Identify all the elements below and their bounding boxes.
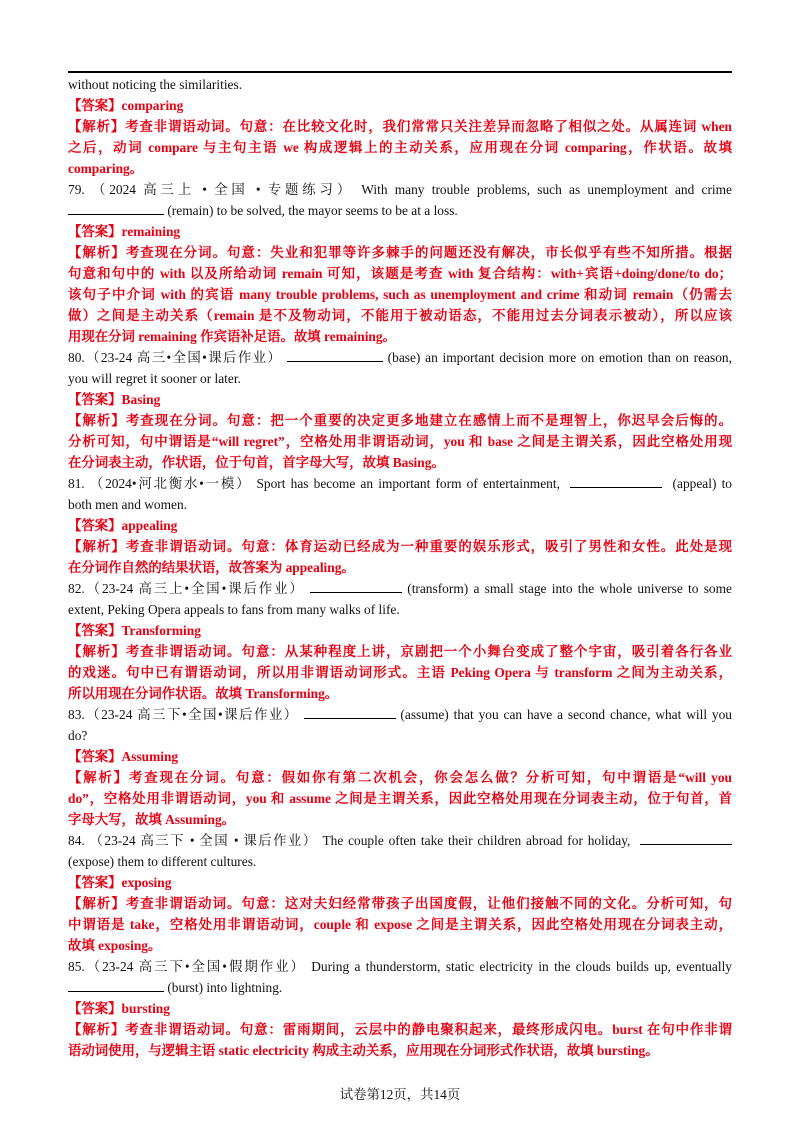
text-line bbox=[68, 956, 732, 977]
line-text: 【答案】remaining bbox=[68, 224, 181, 239]
text-line bbox=[68, 851, 732, 872]
text-line bbox=[68, 641, 732, 662]
line-text: 【解析】考查非谓语动词。句意：从某种程度上讲，京剧把一个小舞台变成了整个宇宙，吸引着各行各业 bbox=[68, 644, 732, 659]
text-line bbox=[68, 788, 732, 809]
line-text: 做）之间是主动关系（remain 是不及物动词，不能用于被动语态，不能用过去分词表示被动），所以应该 bbox=[68, 308, 732, 323]
text-line bbox=[68, 998, 732, 1019]
line-text: (remain) to be solved, the mayor seems to be at a loss. bbox=[164, 203, 458, 218]
text-line bbox=[68, 809, 732, 830]
text-line bbox=[68, 935, 732, 956]
line-text: without noticing the similarities. bbox=[68, 77, 243, 92]
text-line bbox=[68, 872, 732, 893]
text-line bbox=[68, 74, 732, 95]
text-line bbox=[68, 389, 732, 410]
answer-blank[interactable] bbox=[304, 704, 396, 719]
text-line bbox=[68, 431, 732, 452]
header-rule bbox=[68, 71, 732, 73]
line-text: 分析可知，句中谓语是“will regret”，空格处用非谓语动词，you 和 base 之间是主谓关系，因此空格处用现 bbox=[68, 434, 732, 449]
text-line bbox=[68, 494, 732, 515]
answer-blank[interactable] bbox=[570, 473, 662, 488]
line-text: 84. （23-24 高三下 • 全国 • 课后作业） The couple often take their children abroad for holiday, bbox=[68, 833, 640, 848]
line-text: 【答案】Basing bbox=[68, 392, 161, 407]
line-text: (assume) that you can have a second chance, what will you bbox=[395, 707, 732, 722]
text-line bbox=[68, 452, 732, 473]
text-line bbox=[68, 893, 732, 914]
text-line bbox=[68, 599, 732, 620]
line-text: both men and women. bbox=[68, 497, 188, 512]
line-text: 语动词使用，与逻辑主语 static electricity 构成主动关系，应用现在分词形式作状语，故填 bursting。 bbox=[68, 1043, 659, 1058]
line-text: 【解析】考查非谓语动词。句意：这对夫妇经常带孩子出国度假，让他们接触不同的文化。分析可知，句 bbox=[68, 896, 732, 911]
line-text: 所以用现在分词作状语。故填 Transforming。 bbox=[68, 686, 339, 701]
text-line bbox=[68, 347, 732, 368]
text-line bbox=[68, 368, 732, 389]
line-text: 句意和句中的 with 以及所给动词 remain 可知，该题是考查 with 复合结构：with+宾语+doing/done/to do； bbox=[68, 266, 732, 281]
text-line bbox=[68, 200, 732, 221]
line-text: (expose) them to different cultures. bbox=[68, 854, 257, 869]
text-line bbox=[68, 557, 732, 578]
answer-blank[interactable] bbox=[68, 977, 164, 992]
text-line bbox=[68, 1019, 732, 1040]
line-text: 故填 exposing。 bbox=[68, 938, 162, 953]
line-text: 【解析】考查现在分词。句意：失业和犯罪等许多棘手的问题还没有解决，市长似乎有些不知所措。根据 bbox=[68, 245, 732, 260]
text-line bbox=[68, 620, 732, 641]
document-body bbox=[68, 74, 732, 1061]
line-text: do? bbox=[68, 728, 88, 743]
line-text: 85.（23-24 高三下•全国•假期作业） During a thunderstorm, static electricity in the clouds builds up, eventually bbox=[68, 959, 732, 974]
line-text: 【解析】考查非谓语动词。句意：在比较文化时，我们常常只关注差异而忽略了相似之处。从属连词 when bbox=[68, 119, 732, 134]
text-line bbox=[68, 830, 732, 851]
line-text: 在分词表主动，作状语，位于句首，首字母大写，故填 Basing。 bbox=[68, 455, 445, 470]
line-text: comparing。 bbox=[68, 161, 144, 176]
text-line bbox=[68, 221, 732, 242]
line-text: 【解析】考查非谓语动词。句意：雷雨期间，云层中的静电聚积起来，最终形成闪电。burst 在句中作非谓 bbox=[68, 1022, 732, 1037]
line-text: (burst) into lightning. bbox=[164, 980, 283, 995]
line-text: 【解析】考查现在分词。句意：把一个重要的决定更多地建立在感情上而不是理智上，你迟早会后悔的。 bbox=[68, 413, 732, 428]
page-footer: 试卷第12页，共14页 bbox=[339, 1087, 461, 1102]
text-line bbox=[68, 137, 732, 158]
text-line bbox=[68, 578, 732, 599]
text-line bbox=[68, 410, 732, 431]
text-line bbox=[68, 284, 732, 305]
answer-blank[interactable] bbox=[287, 347, 383, 362]
line-text: 该句子中介词 with 的宾语 many trouble problems, such as unemployment and crime 和动词 remain（仍需去 bbox=[68, 287, 732, 302]
text-line bbox=[68, 305, 732, 326]
line-text: 的戏迷。句中已有谓语动词，所以用非谓语动词形式。主语 Peking Opera 与 transform 之间为主动关系， bbox=[68, 665, 732, 680]
text-line bbox=[68, 914, 732, 935]
line-text: 【解析】考查现在分词。句意：假如你有第二次机会，你会怎么做？分析可知，句中谓语是“will you bbox=[68, 770, 732, 785]
line-text: 80.（23-24 高三•全国•课后作业） bbox=[68, 350, 287, 365]
answer-blank[interactable] bbox=[310, 578, 402, 593]
text-line bbox=[68, 704, 732, 725]
text-line bbox=[68, 158, 732, 179]
line-text: do”，空格处用非谓语动词，you 和 assume 之间是主谓关系，因此空格处用现在分词表主动，位于句首，首 bbox=[68, 791, 732, 806]
line-text: 【答案】appealing bbox=[68, 518, 178, 533]
line-text: 【答案】bursting bbox=[68, 1001, 170, 1016]
line-text: 字母大写，故填 Assuming。 bbox=[68, 812, 236, 827]
text-line bbox=[68, 1040, 732, 1061]
line-text: 在分词作自然的结果状语，故答案为 appealing。 bbox=[68, 560, 355, 575]
answer-blank[interactable] bbox=[640, 830, 732, 845]
line-text: 【答案】Assuming bbox=[68, 749, 179, 764]
line-text: 用现在分词 remaining 作宾语补足语。故填 remaining。 bbox=[68, 329, 396, 344]
text-line bbox=[68, 725, 732, 746]
text-line bbox=[68, 179, 732, 200]
text-line bbox=[68, 536, 732, 557]
text-line bbox=[68, 683, 732, 704]
line-text: extent, Peking Opera appeals to fans from many walks of life. bbox=[68, 602, 400, 617]
line-text: 82.（23-24 高三上•全国•课后作业） bbox=[68, 581, 310, 596]
answer-blank[interactable] bbox=[68, 200, 164, 215]
text-line bbox=[68, 242, 732, 263]
line-text: 【答案】Transforming bbox=[68, 623, 201, 638]
text-line bbox=[68, 977, 732, 998]
text-line bbox=[68, 767, 732, 788]
line-text: 之后，动词 compare 与主句主语 we 构成逻辑上的主动关系，应用现在分词 comparing，作状语。故填 bbox=[68, 140, 732, 155]
line-text: (appeal) to bbox=[662, 476, 732, 491]
line-text: 【解析】考查非谓语动词。句意：体育运动已经成为一种重要的娱乐形式，吸引了男性和女性。此处是现 bbox=[68, 539, 732, 554]
line-text: 【答案】comparing bbox=[68, 98, 184, 113]
line-text: (transform) a small stage into the whole universe to some bbox=[401, 581, 732, 596]
line-text: (base) an important decision more on emotion than on reason, bbox=[382, 350, 732, 365]
text-line bbox=[68, 95, 732, 116]
text-line bbox=[68, 515, 732, 536]
line-text: 79. （2024 高三上 • 全国 • 专题练习） With many trouble problems, such as unemployment and crime bbox=[68, 182, 732, 197]
line-text: 83.（23-24 高三下•全国•课后作业） bbox=[68, 707, 304, 722]
line-text: 中谓语是 take，空格处用非谓语动词，couple 和 expose 之间是主谓关系，因此空格处用现在分词表主动， bbox=[68, 917, 732, 932]
text-line bbox=[68, 746, 732, 767]
text-line bbox=[68, 473, 732, 494]
text-line bbox=[68, 116, 732, 137]
line-text: 81. （2024•河北衡水•一模） Sport has become an important form of entertainment, bbox=[68, 476, 571, 491]
text-line bbox=[68, 662, 732, 683]
line-text: 【答案】exposing bbox=[68, 875, 172, 890]
text-line bbox=[68, 326, 732, 347]
text-line bbox=[68, 263, 732, 284]
line-text: you will regret it sooner or later. bbox=[68, 371, 241, 386]
